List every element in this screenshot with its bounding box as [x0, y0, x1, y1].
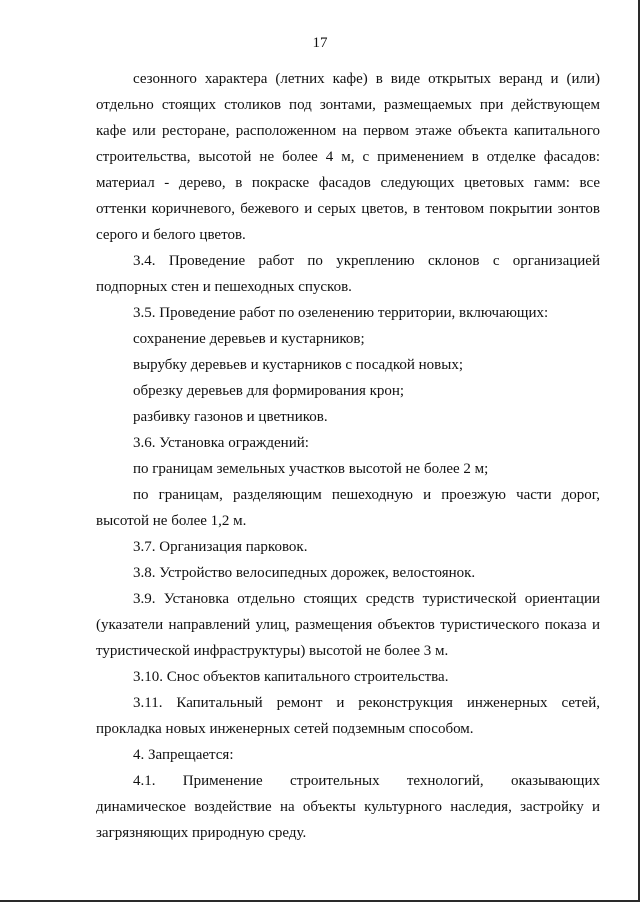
text-line: сезонного характера (летних кафе) в виде открытых веранд и (или) [133, 71, 600, 87]
text-line: туристической инфраструктуры) высотой не более 3 м. [96, 643, 449, 659]
text-line: загрязняющих природную среду. [96, 825, 307, 841]
text-line: серого и белого цветов. [96, 227, 246, 243]
text-line: по границам земельных участков высотой не более 2 м; [133, 461, 489, 477]
text-line: материал - дерево, в покраске фасадов следующих цветовых гамм: все [96, 175, 600, 191]
text-line: обрезку деревьев для формирования крон; [133, 383, 405, 399]
text-line: 3.9. Установка отдельно стоящих средств туристической ориентации [133, 591, 600, 607]
text-line: строительства, высотой не более 4 м, с применением в отделке фасадов: [96, 149, 600, 165]
text-line: 3.4. Проведение работ по укреплению склонов с организацией [133, 253, 600, 269]
text-line: кафе или ресторане, расположенном на первом этаже объекта капитального [96, 123, 600, 139]
text-line: динамическое воздействие на объекты культурного наследия, застройку и [96, 799, 600, 815]
text-line: 3.8. Устройство велосипедных дорожек, велостоянок. [133, 565, 476, 581]
text-line: 3.5. Проведение работ по озеленению территории, включающих: [133, 305, 549, 321]
text-line: 4. Запрещается: [133, 747, 234, 763]
text-line: вырубку деревьев и кустарников с посадкой новых; [133, 357, 463, 373]
text-line: разбивку газонов и цветников. [133, 409, 328, 425]
text-line: отдельно стоящих столиков под зонтами, размещаемых при действующем [96, 97, 600, 113]
text-line: 3.6. Установка ограждений: [133, 435, 309, 451]
text-line: высотой не более 1,2 м. [96, 513, 247, 529]
text-line: (указатели направлений улиц, размещения объектов туристического показа и [96, 617, 600, 633]
text-line: оттенки коричневого, бежевого и серых цветов, в тентовом покрытии зонтов [96, 201, 600, 217]
text-line: 4.1. Применение строительных технологий, оказывающих [133, 773, 600, 789]
text-line: подпорных стен и пешеходных спусков. [96, 279, 352, 295]
text-line: сохранение деревьев и кустарников; [133, 331, 365, 347]
text-line: прокладка новых инженерных сетей подземным способом. [96, 721, 474, 737]
text-line: по границам, разделяющим пешеходную и проезжую части дорог, [133, 487, 600, 503]
page-number: 17 [312, 35, 328, 51]
text-line: 3.11. Капитальный ремонт и реконструкция инженерных сетей, [133, 695, 600, 711]
text-line: 3.7. Организация парковок. [133, 539, 308, 555]
text-line: 3.10. Снос объектов капитального строительства. [133, 669, 449, 685]
